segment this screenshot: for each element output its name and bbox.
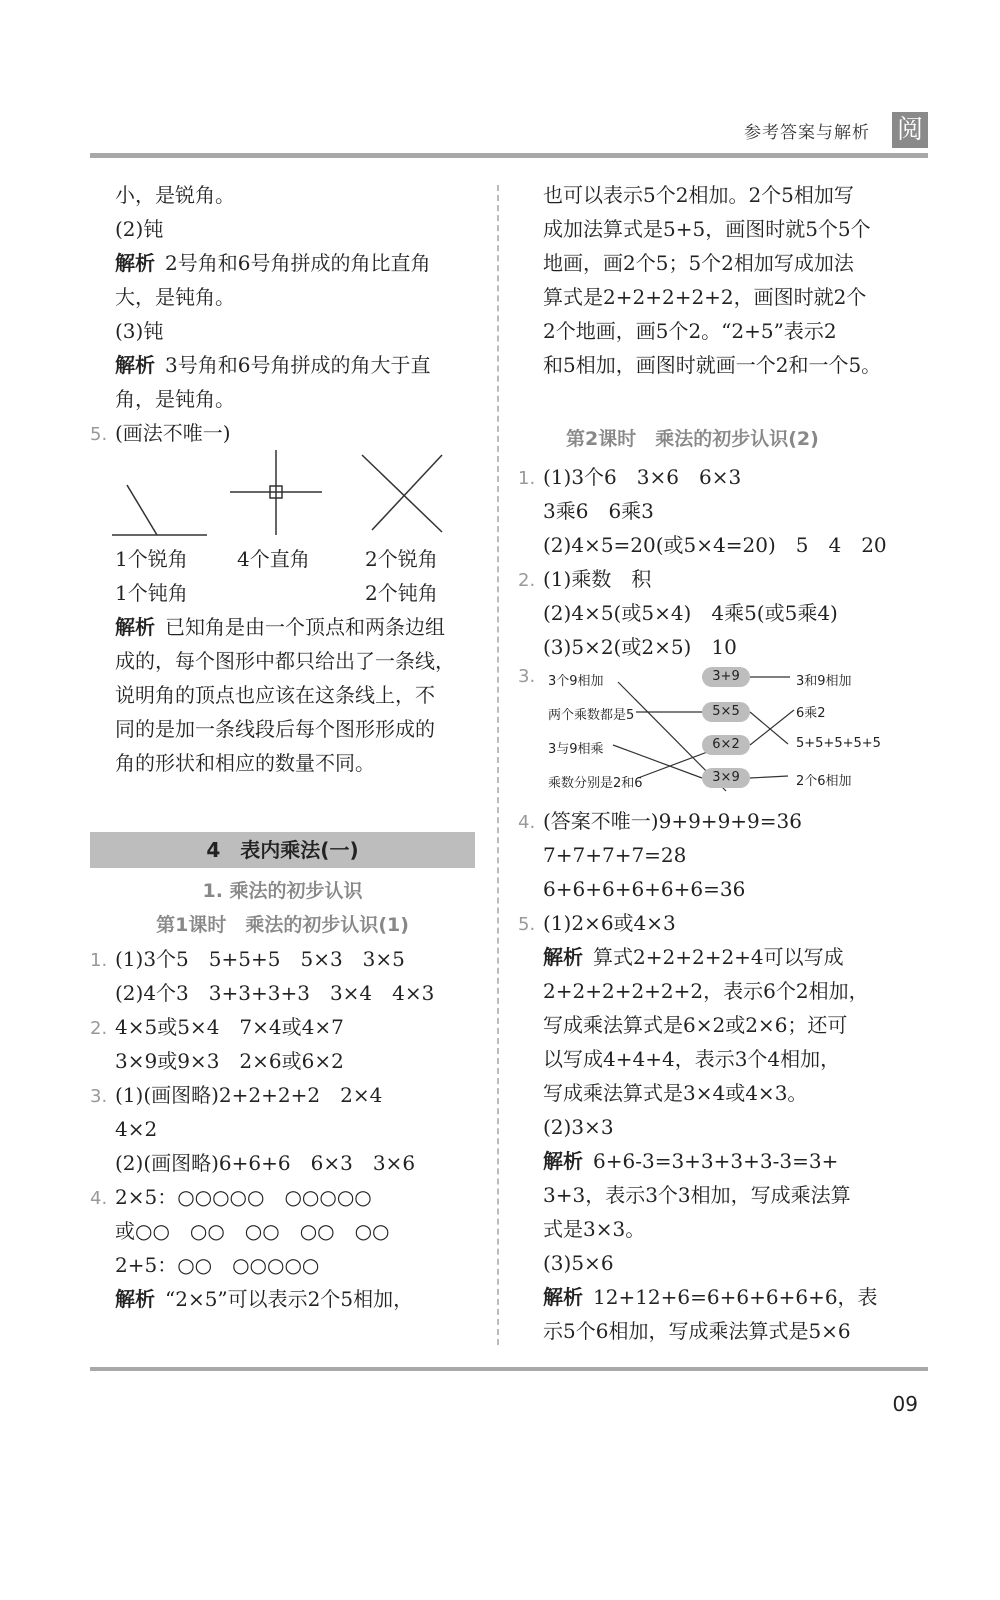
question-5: 5. (画法不唯一) <box>90 421 231 445</box>
text-line: 2+2+2+2+2+2，表示6个2相加， <box>543 979 869 1003</box>
answer-line: 6+6+6+6+6+6=36 <box>543 877 746 901</box>
match-middle-item: 6×2 <box>702 735 750 755</box>
match-left-item: 乘数分别是2和6 <box>548 776 643 791</box>
explain-line: 解析 3号角和6号角拼成的角大于直 <box>115 353 431 377</box>
text-line: 写成乘法算式是3×4或4×3。 <box>543 1081 808 1105</box>
cross-figure <box>362 455 442 532</box>
text-line: 示5个6相加，写成乘法算式是5×6 <box>543 1319 851 1343</box>
answer-line: (2)(画图略)6+6+6 6×3 3×6 <box>115 1151 416 1175</box>
answer-line: 2. (1)乘数 积 <box>518 567 652 591</box>
answer-line: 4. 2×5：○○○○○ ○○○○○ <box>90 1185 372 1209</box>
text-line: 成的，每个图形中都只给出了一条线， <box>115 649 455 673</box>
match-middle-item: 3+9 <box>702 667 750 687</box>
angle-drawings <box>112 450 472 542</box>
text-line: 大，是钝角。 <box>115 285 235 309</box>
explain-line: 解析 已知角是由一个顶点和两条边组 <box>115 615 445 639</box>
answer-line: 4. (答案不唯一)9+9+9+9=36 <box>518 809 802 833</box>
left-column <box>90 178 475 1316</box>
text-line: (2)3×3 <box>543 1115 614 1139</box>
text-line: 地画，画2个5；5个2相加写成加法 <box>543 251 854 275</box>
explain-label: 解析 <box>115 1287 155 1311</box>
right-column <box>518 178 910 1348</box>
text-line: (3)钝 <box>115 319 164 343</box>
column-divider <box>497 185 499 1345</box>
text-line: 3+3，表示3个3相加，写成乘法算 <box>543 1183 851 1207</box>
angle-figures <box>112 450 475 542</box>
lesson-title: 第2课时 乘法的初步认识(2) <box>566 428 819 450</box>
reading-icon: 阅 <box>892 112 928 148</box>
text-line: 算式是2+2+2+2+2，画图时就2个 <box>543 285 867 309</box>
match-left-item: 两个乘数都是5 <box>548 708 635 723</box>
text-line: (3)5×6 <box>543 1251 614 1275</box>
page-number: 09 <box>892 1392 918 1416</box>
explain-label: 解析 <box>543 1285 583 1309</box>
match-right-item: 5+5+5+5+5 <box>796 736 881 751</box>
answer-line: 3乘6 6乘3 <box>543 499 654 523</box>
section-subtitle: 1. 乘法的初步认识 <box>202 880 363 902</box>
answer-line: 4×2 <box>115 1117 158 1141</box>
explain-label: 解析 <box>115 615 155 639</box>
text-line: 同的是加一条线段后每个图形形成的 <box>115 717 435 741</box>
explain-line: 解析 “2×5”可以表示2个5相加， <box>115 1287 414 1311</box>
explain-line: 解析 6+6-3=3+3+3+3-3=3+ <box>543 1149 839 1173</box>
explain-label: 解析 <box>115 251 155 275</box>
answer-line: 3. (1)(画图略)2+2+2+2 2×4 <box>90 1083 383 1107</box>
text-line: 角的形状和相应的数量不同。 <box>115 751 375 775</box>
answer-line: (2)4个3 3+3+3+3 3×4 4×3 <box>115 981 435 1005</box>
match-middle-item: 3×9 <box>702 768 750 788</box>
answer-line: 1. (1)3个6 3×6 6×3 <box>518 465 742 489</box>
text-line: 成加法算式是5+5，画图时就5个5个 <box>543 217 871 241</box>
text-line: 2个地画，画5个2。“2+5”表示2 <box>543 319 837 343</box>
lesson-title: 第1课时 乘法的初步认识(1) <box>156 914 409 936</box>
footer-rule <box>90 1367 928 1371</box>
answer-line: 7+7+7+7=28 <box>543 843 687 867</box>
explain-label: 解析 <box>115 353 155 377</box>
text-line: 式是3×3。 <box>543 1217 646 1241</box>
explain-line: 解析 2号角和6号角拼成的角比直角 <box>115 251 431 275</box>
text-line: 和5相加，画图时就画一个2和一个5。 <box>543 353 882 377</box>
right-angle-figure <box>230 450 322 535</box>
matching-diagram <box>518 664 910 804</box>
section-banner: 4 表内乘法(一) <box>90 832 475 868</box>
header-title: 参考答案与解析 <box>744 123 870 143</box>
match-left-item: 3与9相乘 <box>548 742 604 757</box>
answer-line: 2+5：○○ ○○○○○ <box>115 1253 320 1277</box>
match-right-item: 2个6相加 <box>796 774 852 789</box>
text-line: 说明角的顶点也应该在这条线上，不 <box>115 683 435 707</box>
text-line: (2)钝 <box>115 217 164 241</box>
explain-label: 解析 <box>543 1149 583 1173</box>
text-line: 角，是钝角。 <box>115 387 235 411</box>
text-line: 也可以表示5个2相加。2个5相加写 <box>543 183 854 207</box>
header-rule <box>90 153 928 158</box>
figure-captions-row1: 1个锐角 4个直角 2个锐角 <box>115 547 438 571</box>
text-line: 以写成4+4+4，表示3个4相加， <box>543 1047 841 1071</box>
match-right-item: 3和9相加 <box>796 674 852 689</box>
figure-captions-row2: 1个钝角 2个钝角 <box>115 581 438 605</box>
answer-line: (3)5×2(或2×5) 10 <box>543 635 737 659</box>
answer-line: 5. (1)2×6或4×3 <box>518 911 676 935</box>
explain-label: 解析 <box>543 945 583 969</box>
answer-line: 3×9或9×3 2×6或6×2 <box>115 1049 344 1073</box>
explain-line: 解析 算式2+2+2+2+4可以写成 <box>543 945 844 969</box>
question-number: 3. <box>518 666 536 687</box>
match-middle-item: 5×5 <box>702 702 750 722</box>
answer-line: (2)4×5(或5×4) 4乘5(或5乘4) <box>543 601 838 625</box>
answer-line: (2)4×5=20(或5×4=20) 5 4 20 <box>543 533 887 557</box>
text-line: 小，是锐角。 <box>115 183 235 207</box>
explain-line: 解析 12+12+6=6+6+6+6+6，表 <box>543 1285 878 1309</box>
match-left-item: 3个9相加 <box>548 674 604 689</box>
answer-line: 或○○ ○○ ○○ ○○ ○○ <box>115 1219 390 1243</box>
answer-line: 1. (1)3个5 5+5+5 5×3 3×5 <box>90 947 405 971</box>
match-right-item: 6乘2 <box>796 706 826 721</box>
text-line: 写成乘法算式是6×2或2×6；还可 <box>543 1013 848 1037</box>
acute-obtuse-figure <box>112 485 207 535</box>
answer-line: 2. 4×5或5×4 7×4或4×7 <box>90 1015 344 1039</box>
